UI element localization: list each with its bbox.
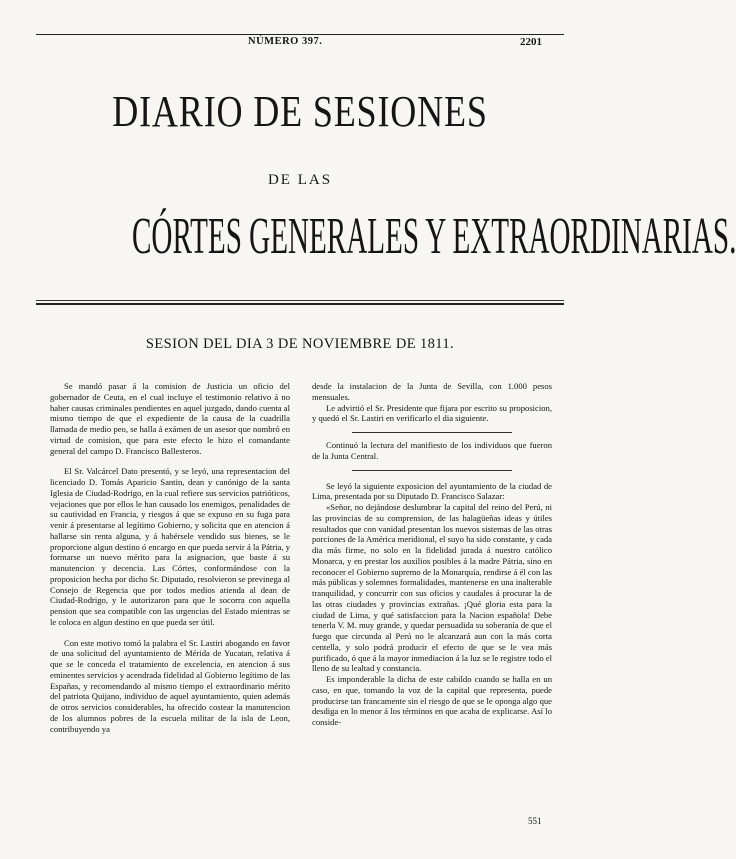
issue-number: NÚMERO 397. xyxy=(248,36,323,47)
journal-subtitle: DE LAS xyxy=(267,172,333,188)
ornamental-rule xyxy=(36,300,564,306)
section-separator xyxy=(352,470,512,471)
right-column xyxy=(312,381,552,728)
journal-title: DIARIO DE SESIONES xyxy=(112,87,488,136)
paragraph: El Sr. Valcárcel Dato presentó, y se leyó, una representacion del licenciado D. Tomás Aparicio Santin, dean y canónigo de la santa Iglesia de Ciudad-Rodrigo, en la cual refiere sus servicios patrióticos, vejaciones que por ellos le han causado los enemigos, penalidades de su cautividad en Francia, y riesgos á que se expuso en su fuga para venir á presentarse al legítimo Gobierno, y solicita que en atencion á hallarse sin renta alguna, y á habérsele vendido sus bienes, se le proporcione algun destino ó encargo en que pueda servir á la Pátria, y formarse un nuevo mérito para la asignacion, que baste á su manutencion y decencia. Las Córtes, conformándose con la proposicion hecha por dicho Sr. Diputado, resolvieron se previnega al Consejo de Regencia que por todos medios atienda al dean de Ciudad-Rodrigo, y le autorizaron para que le socorra con aquella pension que sea compatible con las urgencias del Estado mientras se le coloca en algun destino en que pueda ser útil. xyxy=(50,466,290,627)
page-number: 2201 xyxy=(520,36,542,48)
paragraph: Continuó la lectura del manifiesto de los individuos que fueron de la Junta Central. xyxy=(312,440,552,461)
paragraph: desde la instalacion de la Junta de Sevilla, con 1.000 pesos mensuales. xyxy=(312,381,552,402)
paragraph: Con este motivo tomó la palabra el Sr. Lastiri abogando en favor de una solicitud del ayuntamiento de Mérida de Yucatan, relativa á que se le conceda el tratamiento de excelencia, en atencion á sus eminentes servicios y acendrada fidelidad al Gobierno legítimo de las Españas, y recomendando al mismo tiempo el extraordinario mérito del patriota Quijano, individuo de aquel ayuntamiento, quien además de otros servicios considerables, ha ofrecido costear la manutencion de los alumnos pobres de la escuela militar de la isla de Leon, contribuyendo ya xyxy=(50,637,290,734)
paragraph: Se leyó la siguiente exposicion del ayuntamiento de la ciudad de Lima, presentada por su Diputado D. Francisco Salazar: xyxy=(312,480,552,502)
session-heading: SESION DEL DIA 3 DE NOVIEMBRE DE 1811. xyxy=(145,336,455,352)
paragraph: Le advirtió el Sr. Presidente que fijara por escrito su proposicion, y quedó el Sr. Lastiri en verificarlo el dia siguiente. xyxy=(312,402,552,424)
section-separator xyxy=(352,432,512,433)
paragraph: Es imponderable la dicha de este cabildo cuando se halla en un caso, en que, tomando la voz de la capital que representa, puede producirse tan francamente sin el riesgo de que se le oponga algo que desdiga en lo menor á los términos en que acaba de explicarse. Así lo conside- xyxy=(312,674,552,727)
header-rule xyxy=(36,34,564,35)
paragraph: «Señor, no dejándose deslumbrar la capital del reino del Perú, ni las provincias de su comprension, de las halagüeñas ideas y útiles resultados que con vanidad presentan los nuevos sistemas de las otras porciones de la América meridional, el suyo ha sido constante, y cada dia más firme, no solo en la fidelidad jurada á nuestro católico Monarca, y en prestar los auxilios posibles á la madre Pátria, sino en reconocer el Gobierno supremo de la Monarquía, rendirse á él con las más públicas y solemnes formalidades, mantenerse en una inalterable tranquilidad, y concurrir con sus oficios y caudales á procurar la de las otras ciudades y provincias extrañas. ¡Qué gloria esta para la ciudad de Lima, y qué satisfaccion para la Nacion española! Debe tenerla V. M. muy grande, y quedar persuadida su soberanía de que el fuego que circunda al Perú no le alcanzará aun con la más corta centella, y solo podrá producir el efecto de que se le vea más purificado, ó que á la mayor inmediacion á la luz se le registre todo el lleno de su lealtad y constancia. xyxy=(312,502,552,674)
left-column xyxy=(50,381,290,734)
paragraph: Se mandó pasar á la comision de Justicia un oficio del gobernador de Ceuta, en el cual incluye el testimonio relativo á no haber causas criminales pendientes en aquel juzgado, dando cuenta al mismo tiempo de que el expediente de la causa de la cuadrilla llamada de medio peo, se halla á exámen de un asesor que nombró en virtud de comision, que para este efecto le hizo el comandante general del campo D. Francisco Ballesteros. xyxy=(50,381,290,456)
footer-number: 551 xyxy=(528,816,542,826)
cortes-title: CÓRTES GENERALES Y EXTRAORDINARIAS. xyxy=(132,208,736,265)
